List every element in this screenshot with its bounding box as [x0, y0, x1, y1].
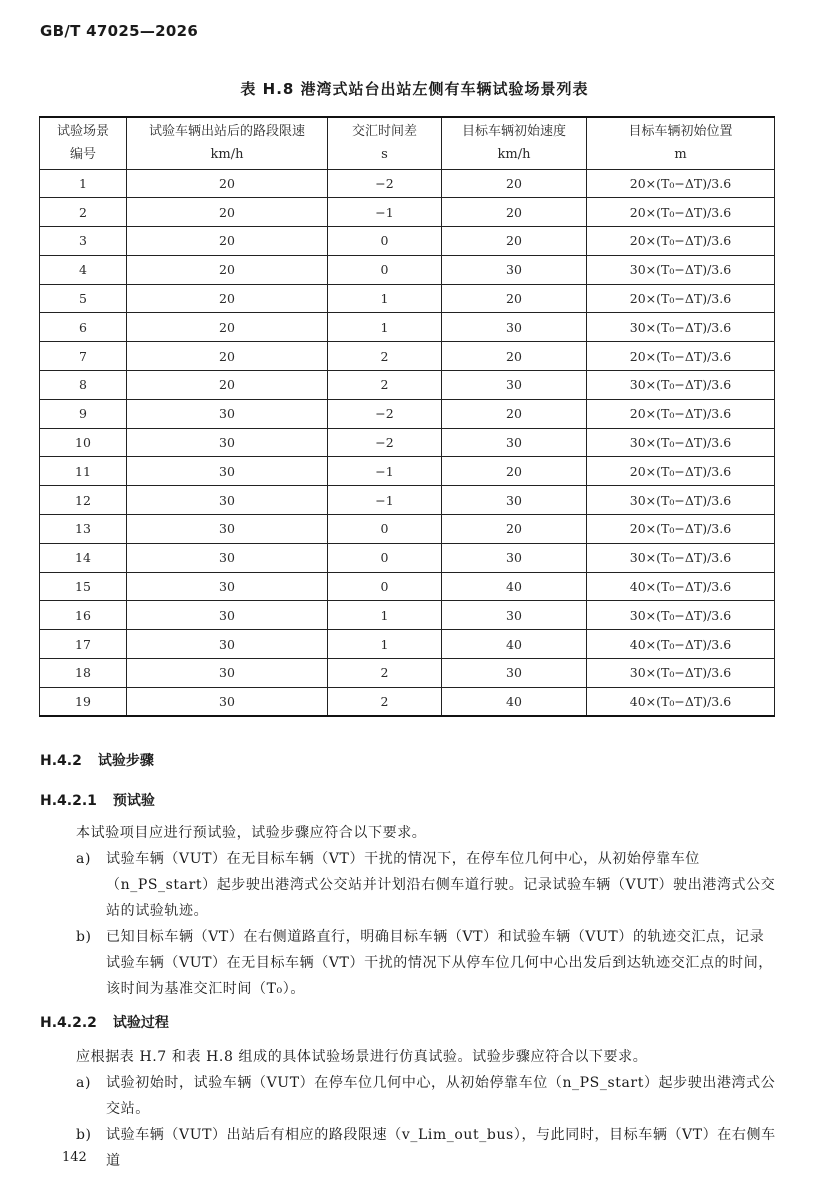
section-h42-heading: [40, 750, 154, 770]
table-cell: 30: [442, 255, 587, 284]
table-cell: 18: [40, 659, 127, 688]
table-row: [40, 630, 775, 659]
table-cell: 30: [127, 659, 328, 688]
table-row: [40, 543, 775, 572]
table-cell: 2: [40, 198, 127, 227]
column-header: [127, 117, 328, 169]
table-cell: 30: [127, 687, 328, 716]
list-marker: b): [76, 929, 92, 945]
table-cell: 10: [40, 428, 127, 457]
table-cell: 30: [127, 543, 328, 572]
table-cell: 7: [40, 342, 127, 371]
list-text: 试验车辆（VUT）在无目标车辆（VT）干扰的情况下，在停车位几何中心，从初始停靠车位（n_PS_start）起步驶出港湾式公交站并计划沿右侧车道行驶。记录试验车辆（VUT）驶出港湾式公交站的试验轨迹。: [106, 851, 776, 919]
column-header-unit: km/h: [210, 147, 244, 163]
section-h422-heading: [40, 1012, 169, 1032]
table-cell: 13: [40, 515, 127, 544]
table-cell: −2: [328, 399, 442, 428]
page-number: 142: [62, 1150, 87, 1165]
table-cell: 20: [442, 227, 587, 256]
table-cell: 30: [442, 371, 587, 400]
table-cell: 20×(T₀−ΔT)/3.6: [587, 515, 775, 544]
table-cell: 30: [127, 630, 328, 659]
table-cell: 30: [442, 601, 587, 630]
section-title: 试验步骤: [97, 753, 154, 769]
list-marker: a): [76, 1075, 92, 1091]
table-cell: 30: [442, 486, 587, 515]
list-text: 已知目标车辆（VT）在右侧道路直行，明确目标车辆（VT）和试验车辆（VUT）的轨迹交汇点，记录试验车辆（VUT）在无目标车辆（VT）干扰的情况下从停车位几何中心出发后到达轨迹交汇点的时间，该时间为基准交汇时间（T₀）。: [106, 929, 773, 997]
h421-item-b: [76, 924, 776, 1002]
table-cell: 40: [442, 687, 587, 716]
table-cell: 40×(T₀−ΔT)/3.6: [587, 687, 775, 716]
table-row: [40, 342, 775, 371]
table-cell: 20×(T₀−ΔT)/3.6: [587, 457, 775, 486]
standard-code: GB/T 47025—2026: [40, 22, 199, 40]
table-cell: 20×(T₀−ΔT)/3.6: [587, 399, 775, 428]
section-h421-heading: [40, 790, 155, 810]
table-cell: 9: [40, 399, 127, 428]
table-cell: 40: [442, 572, 587, 601]
table-row: [40, 227, 775, 256]
table-cell: 30: [127, 428, 328, 457]
h421-intro: 本试验项目应进行预试验，试验步骤应符合以下要求。: [76, 825, 427, 841]
table-cell: 30: [442, 543, 587, 572]
table-cell: 2: [328, 687, 442, 716]
section-title: 试验过程: [112, 1015, 169, 1031]
h422-item-a: [76, 1070, 776, 1122]
table-cell: −2: [328, 169, 442, 198]
table-cell: 1: [328, 313, 442, 342]
table-cell: 20: [127, 284, 328, 313]
table-cell: 20×(T₀−ΔT)/3.6: [587, 284, 775, 313]
table-cell: 15: [40, 572, 127, 601]
table-cell: 17: [40, 630, 127, 659]
table-title: 表 H.8 港湾式站台出站左侧有车辆试验场景列表: [240, 80, 589, 98]
table-cell: 20: [127, 371, 328, 400]
table-cell: 19: [40, 687, 127, 716]
column-header: [328, 117, 442, 169]
section-number: H.4.2.1: [40, 793, 97, 809]
table-cell: 30: [127, 601, 328, 630]
table-cell: 2: [328, 659, 442, 688]
table-cell: 16: [40, 601, 127, 630]
table-row: [40, 399, 775, 428]
column-header-label: 试验车辆出站后的路段限速: [148, 124, 305, 140]
table-cell: 20: [127, 255, 328, 284]
table-cell: 20: [127, 313, 328, 342]
table-cell: 11: [40, 457, 127, 486]
table-cell: 30: [127, 515, 328, 544]
table-cell: 30×(T₀−ΔT)/3.6: [587, 428, 775, 457]
column-header: [442, 117, 587, 169]
table-row: [40, 284, 775, 313]
column-header-label: 目标车辆初始速度: [461, 124, 566, 140]
table-cell: −1: [328, 486, 442, 515]
table-cell: 40: [442, 630, 587, 659]
table-cell: 14: [40, 543, 127, 572]
table-row: [40, 371, 775, 400]
table-cell: 30×(T₀−ΔT)/3.6: [587, 371, 775, 400]
table-cell: 20: [127, 227, 328, 256]
column-header-unit: km/h: [497, 147, 531, 163]
table-cell: 4: [40, 255, 127, 284]
column-header-unit: 编号: [69, 147, 96, 163]
column-header-label: 交汇时间差: [351, 124, 417, 140]
column-header-unit: m: [674, 147, 687, 163]
table-cell: 40×(T₀−ΔT)/3.6: [587, 572, 775, 601]
table-cell: 20×(T₀−ΔT)/3.6: [587, 227, 775, 256]
table-cell: 0: [328, 543, 442, 572]
table-cell: 0: [328, 227, 442, 256]
table-cell: 20×(T₀−ΔT)/3.6: [587, 342, 775, 371]
table-cell: 30×(T₀−ΔT)/3.6: [587, 255, 775, 284]
table-cell: −1: [328, 457, 442, 486]
table-cell: 30: [127, 486, 328, 515]
section-number: H.4.2.2: [40, 1015, 97, 1031]
column-header-label: 目标车辆初始位置: [628, 124, 733, 140]
column-header: [587, 117, 775, 169]
column-header-label: 试验场景: [56, 124, 109, 140]
table-cell: 30×(T₀−ΔT)/3.6: [587, 601, 775, 630]
table-cell: 0: [328, 515, 442, 544]
list-text: 试验车辆（VUT）出站后有相应的路段限速（v_Lim_out_bus），与此同时，目标车辆（VT）在右侧车道: [106, 1127, 776, 1169]
table-cell: 20: [442, 457, 587, 486]
table-cell: 20: [442, 198, 587, 227]
h421-item-a: [76, 846, 776, 924]
table-cell: 30×(T₀−ΔT)/3.6: [587, 543, 775, 572]
table-cell: 30: [442, 659, 587, 688]
table-cell: 1: [328, 630, 442, 659]
table-row: [40, 601, 775, 630]
table-row: [40, 198, 775, 227]
table-cell: 30: [127, 457, 328, 486]
table-cell: −2: [328, 428, 442, 457]
list-marker: a): [76, 851, 92, 867]
table-row: [40, 515, 775, 544]
column-header-unit: s: [381, 147, 388, 163]
table-cell: 3: [40, 227, 127, 256]
table-cell: 30: [442, 428, 587, 457]
table-cell: 20×(T₀−ΔT)/3.6: [587, 198, 775, 227]
table-cell: 20: [442, 399, 587, 428]
table-row: [40, 572, 775, 601]
table-cell: 20: [442, 342, 587, 371]
table-row: [40, 313, 775, 342]
table-row: [40, 428, 775, 457]
table-cell: 20: [127, 169, 328, 198]
table-cell: 20: [442, 515, 587, 544]
table-body: [40, 169, 775, 716]
table-cell: 1: [328, 284, 442, 313]
table-cell: 2: [328, 342, 442, 371]
table-row: [40, 169, 775, 198]
table-cell: 6: [40, 313, 127, 342]
table-cell: 40×(T₀−ΔT)/3.6: [587, 630, 775, 659]
column-header: [40, 117, 127, 169]
table-cell: 20: [127, 198, 328, 227]
table-row: [40, 255, 775, 284]
table-cell: 30×(T₀−ΔT)/3.6: [587, 313, 775, 342]
table-cell: −1: [328, 198, 442, 227]
section-number: H.4.2: [40, 753, 82, 769]
table-cell: 30: [442, 313, 587, 342]
table-header: [40, 117, 775, 169]
table-cell: 1: [328, 601, 442, 630]
table-cell: 30: [127, 399, 328, 428]
table-cell: 2: [328, 371, 442, 400]
table-cell: 5: [40, 284, 127, 313]
table-cell: 0: [328, 255, 442, 284]
h422-item-b: [76, 1122, 776, 1174]
list-text: 试验初始时，试验车辆（VUT）在停车位几何中心，从初始停靠车位（n_PS_start）起步驶出港湾式公交站。: [106, 1075, 776, 1117]
h422-intro: 应根据表 H.7 和表 H.8 组成的具体试验场景进行仿真试验。试验步骤应符合以下要求。: [76, 1049, 648, 1065]
table-cell: 20: [442, 169, 587, 198]
table-row: [40, 486, 775, 515]
table-cell: 20: [127, 342, 328, 371]
table-cell: 30: [127, 572, 328, 601]
table-cell: 1: [40, 169, 127, 198]
table-cell: 20×(T₀−ΔT)/3.6: [587, 169, 775, 198]
table-cell: 30×(T₀−ΔT)/3.6: [587, 659, 775, 688]
list-marker: b): [76, 1127, 92, 1143]
table-cell: 8: [40, 371, 127, 400]
scenario-table: [39, 116, 775, 717]
table-row: [40, 687, 775, 716]
table-cell: 30×(T₀−ΔT)/3.6: [587, 486, 775, 515]
table-row: [40, 457, 775, 486]
section-title: 预试验: [112, 793, 155, 809]
table-cell: 0: [328, 572, 442, 601]
table-row: [40, 659, 775, 688]
table-cell: 12: [40, 486, 127, 515]
table-cell: 20: [442, 284, 587, 313]
